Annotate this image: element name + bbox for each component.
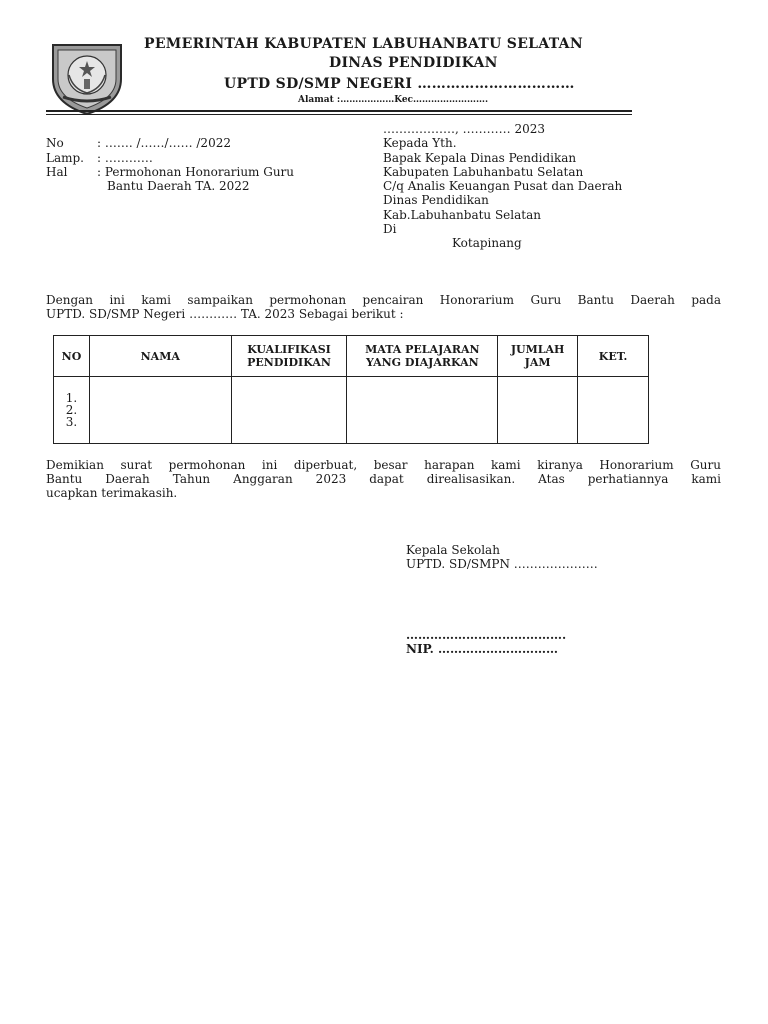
jumlah-jam-cell bbox=[498, 377, 578, 444]
closing-paragraph bbox=[46, 458, 721, 500]
signature-nip: NIP. ………………………… bbox=[406, 642, 558, 656]
table-row bbox=[54, 377, 649, 444]
recipient-line5: Dinas Pendidikan bbox=[383, 193, 489, 207]
row-number: 1. bbox=[65, 391, 78, 405]
recipient-line4: C/q Analis Keuangan Pusat dan Daerah bbox=[383, 179, 623, 193]
intro-line2: UPTD. SD/SMP Negeri ………… TA. 2023 Sebagai berikut : bbox=[46, 307, 404, 321]
col-header-ket: KET. bbox=[578, 336, 649, 377]
col-header-kualifikasi: KUALIFIKASI PENDIDIKAN bbox=[231, 336, 347, 377]
no-value: : ……. /……/…… /2022 bbox=[97, 136, 231, 150]
regency-emblem-icon bbox=[47, 41, 127, 116]
letterhead-rule-thin bbox=[46, 114, 632, 115]
hal-value-line1: : Permohonan Honorarium Guru bbox=[97, 165, 295, 179]
closing-line3: ucapkan terimakasih. bbox=[46, 486, 178, 500]
letterhead-rule-thick bbox=[46, 110, 632, 112]
col-header-jumlah-jam: JUMLAH JAM bbox=[498, 336, 578, 377]
recipient-city: Kotapinang bbox=[452, 236, 522, 250]
lamp-value: : ………… bbox=[97, 151, 153, 165]
kualifikasi-cell bbox=[231, 377, 347, 444]
row-numbers-cell bbox=[54, 377, 90, 444]
letterhead-government: PEMERINTAH KABUPATEN LABUHANBATU SELATAN bbox=[144, 36, 583, 52]
signature-title1: Kepala Sekolah bbox=[406, 543, 500, 557]
hal-label: Hal bbox=[46, 165, 68, 179]
letterhead-school: UPTD SD/SMP NEGERI …………………………… bbox=[224, 76, 575, 92]
intro-paragraph bbox=[46, 293, 721, 321]
signature-title2: UPTD. SD/SMPN ………………… bbox=[406, 557, 598, 571]
signature-name-line: …………………………………. bbox=[406, 628, 567, 642]
recipient-line2: Bapak Kepala Dinas Pendidikan bbox=[383, 151, 577, 165]
recipient-line1: Kepada Yth. bbox=[383, 136, 457, 150]
teacher-table bbox=[53, 335, 649, 444]
letter-date: ………………, ………… 2023 bbox=[383, 122, 545, 136]
ket-cell bbox=[578, 377, 649, 444]
recipient-line6: Kab.Labuhanbatu Selatan bbox=[383, 208, 541, 222]
row-number: 3. bbox=[65, 415, 78, 429]
intro-line1: Dengan ini kami sampaikan permohonan pencairan Honorarium Guru Bantu Daerah pada bbox=[46, 293, 721, 307]
closing-line1: Demikian surat permohonan ini diperbuat, besar harapan kami kiranya Honorarium Guru bbox=[46, 458, 721, 472]
lamp-label: Lamp. bbox=[46, 151, 84, 165]
hal-value-line2: Bantu Daerah TA. 2022 bbox=[107, 179, 250, 193]
mata-pelajaran-cell bbox=[347, 377, 498, 444]
no-label: No bbox=[46, 136, 64, 150]
closing-line2: Bantu Daerah Tahun Anggaran 2023 dapat direalisasikan. Atas perhatiannya kami bbox=[46, 472, 721, 486]
table-header-row bbox=[54, 336, 649, 377]
recipient-line7: Di bbox=[383, 222, 397, 236]
nama-cell bbox=[89, 377, 231, 444]
letterhead-agency: DINAS PENDIDIKAN bbox=[329, 55, 498, 71]
col-header-nama: NAMA bbox=[89, 336, 231, 377]
row-number: 2. bbox=[65, 403, 78, 417]
recipient-line3: Kabupaten Labuhanbatu Selatan bbox=[383, 165, 584, 179]
col-header-no: NO bbox=[54, 336, 90, 377]
col-header-mata-pelajaran: MATA PELAJARAN YANG DIAJARKAN bbox=[347, 336, 498, 377]
letterhead-address: Alamat :………………Kec……………………. bbox=[298, 95, 489, 105]
